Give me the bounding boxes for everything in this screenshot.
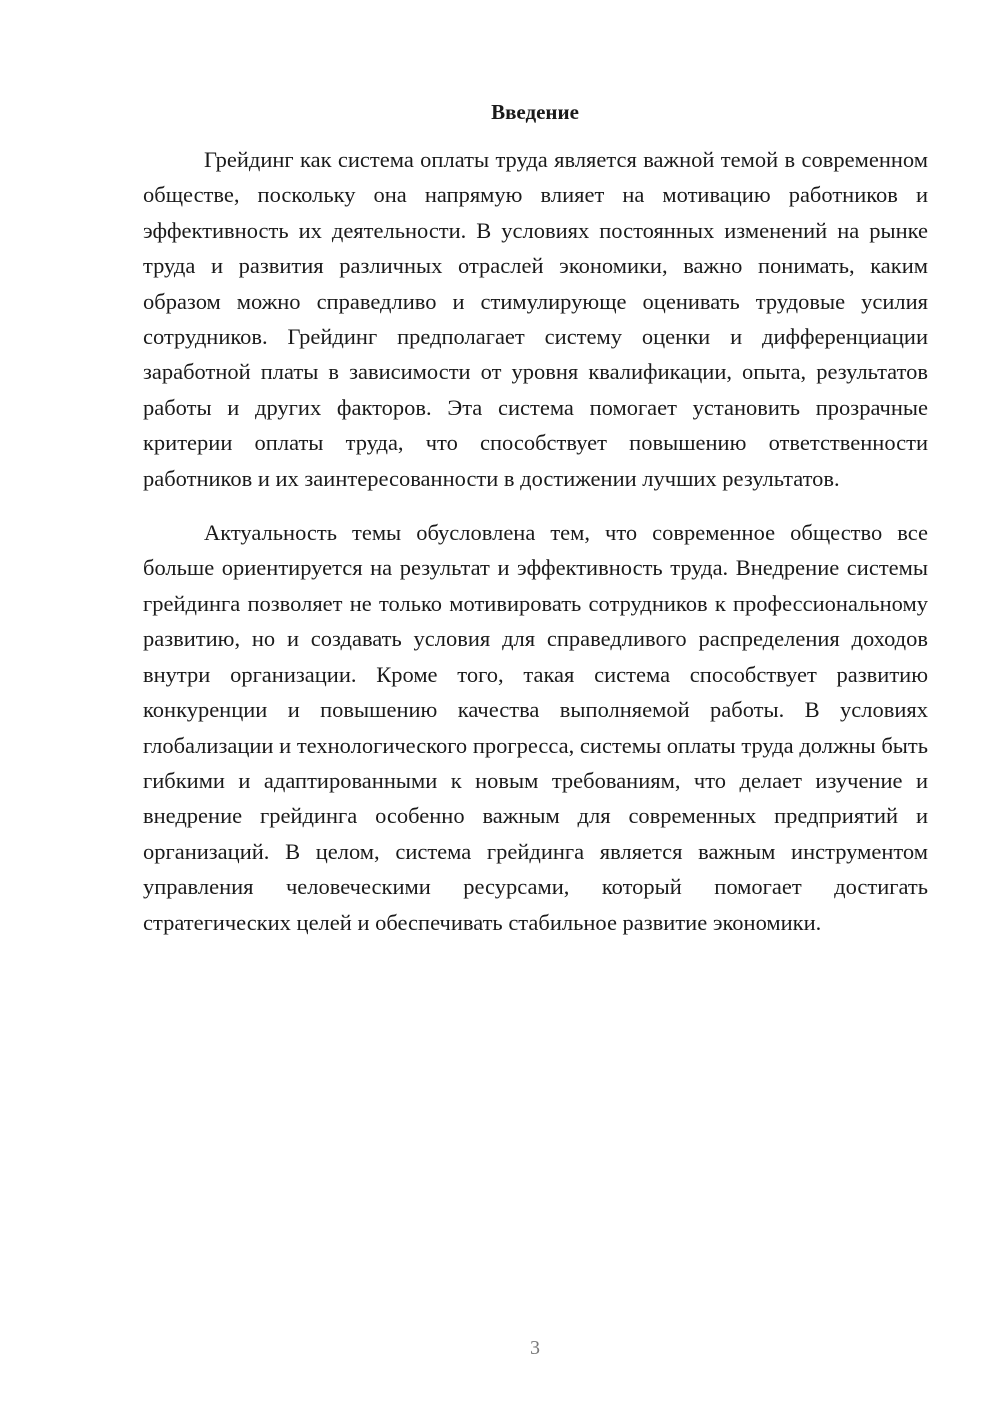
- section-title: Введение: [491, 100, 579, 124]
- paragraph-1: Грейдинг как система оплаты труда является важной темой в современном обществе, поскольку она напрямую влияет на мотивацию работников и эффективность их деятельности. В условиях постоянных изменений на рынке труда и развития различных отраслей экономики, важно понимать, каким образом можно справедливо и стимулирующе оценивать трудовые усилия сотрудников. Грейдинг предполагает систему оценки и дифференциации заработной платы в зависимости от уровня квалификации, опыта, результатов работы и других факторов. Эта система помогает установить прозрачные критерии оплаты труда, что способствует повышению ответственности работников и их заинтересованности в достижении лучших результатов.: [143, 147, 928, 491]
- body-text: [143, 142, 928, 940]
- page-number: 3: [530, 1337, 540, 1359]
- paragraph-2: Актуальность темы обусловлена тем, что современное общество все больше ориентируется на результат и эффективность труда. Внедрение системы грейдинга позволяет не только мотивировать сотрудников к профессиональному развитию, но и создавать условия для справедливого распределения доходов внутри организации. Кроме того, такая система способствует развитию конкуренции и повышению качества выполняемой работы. В условиях глобализации и технологического прогресса, системы оплаты труда должны быть гибкими и адаптированными к новым требованиям, что делает изучение и внедрение грейдинга особенно важным для современных предприятий и организаций. В целом, система грейдинга является важным инструментом управления человеческими ресурсами, который помогает достигать стратегических целей и обеспечивать стабильное развитие экономики.: [143, 520, 928, 935]
